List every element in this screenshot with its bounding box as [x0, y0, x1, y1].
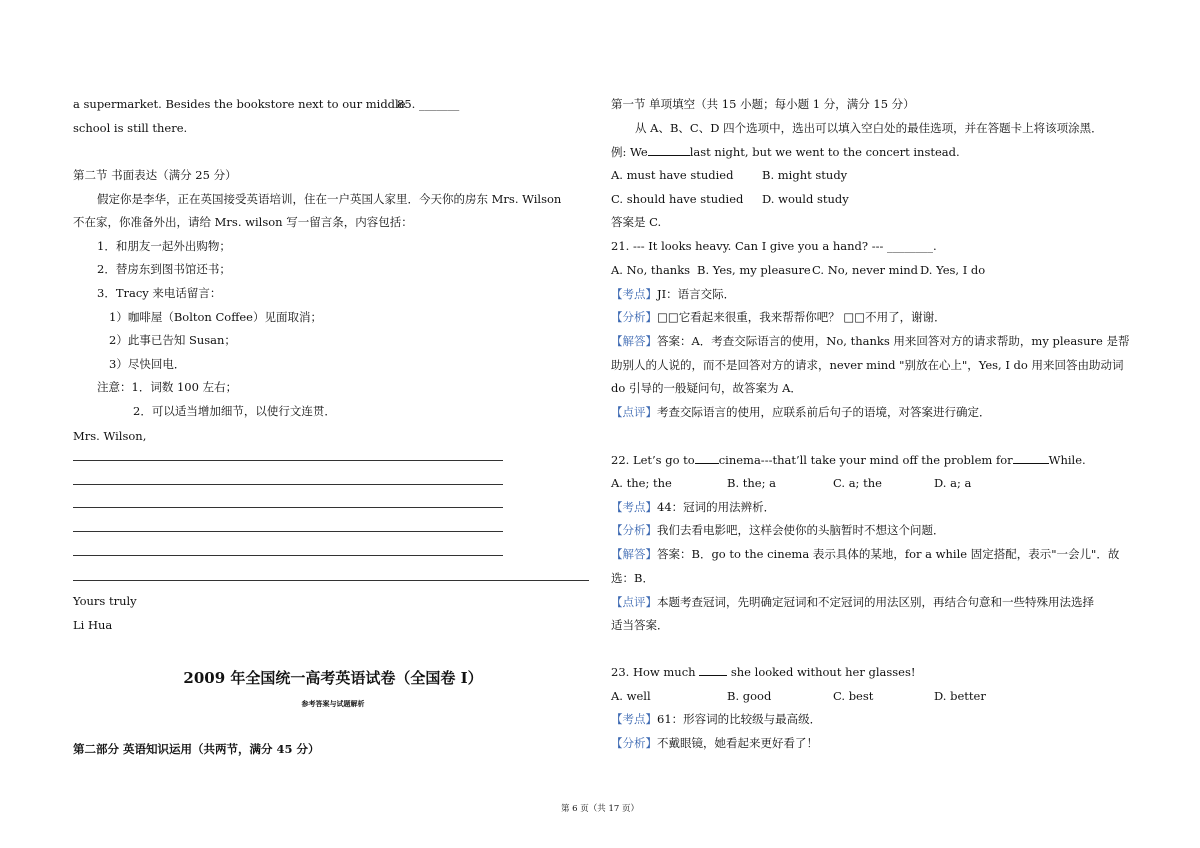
analysis-fenxi	[611, 522, 945, 538]
option-c: C. best	[833, 689, 874, 703]
option-b: B. the; a	[727, 476, 776, 490]
writing-prompt: 不在家，你准备外出，请给 Mrs. wilson 写一留言条，内容包括：	[73, 215, 413, 229]
exam-subtitle: 参考答案与试题解析	[301, 699, 365, 708]
analysis-dianping	[611, 404, 991, 420]
example-text: 例: We	[611, 145, 648, 159]
option-c: C. No, never mind	[812, 263, 919, 277]
jieda-text: 答案：A．考查交际语言的使用，No, thanks 用来回答对方的请求帮助，my pleasure 是帮	[657, 334, 1130, 348]
analysis-fenxi	[611, 735, 818, 751]
analysis-kaodian	[611, 499, 775, 515]
stem-text: 22. Let’s go to	[611, 453, 695, 467]
option-a: A. the; the	[611, 476, 672, 490]
jieda-text: 助别人的人说的，而不是回答对方的请求，never mind "别放在心上"，Yes, I do 用来回答由助动词	[611, 358, 1124, 372]
kaodian-text: 44：冠词的用法辨析．	[657, 500, 776, 514]
question-23-stem	[611, 664, 916, 680]
instruction-text: 从 A、B、C、D 四个选项中，选出可以填入空白处的最佳选项，并在答题卡上将该项涂黑．	[635, 121, 1103, 135]
fenxi-text: □□它看起来很重，我来帮帮你吧？ □□不用了，谢谢．	[657, 310, 946, 324]
writing-line	[73, 580, 589, 581]
letter-signature: Li Hua	[73, 618, 113, 632]
analysis-dianping	[611, 594, 1094, 610]
option-b: B. good	[727, 689, 772, 703]
question-85-blank: 85. _______	[397, 97, 460, 111]
option-d: D. Yes, I do	[920, 263, 986, 277]
fenxi-text: 不戴眼镜，她看起来更好看了！	[657, 736, 818, 750]
blank	[648, 144, 690, 156]
prompt-subitem: 3）尽快回电．	[109, 357, 186, 371]
option-d: D. better	[934, 689, 986, 703]
kaodian-text: 61：形容词的比较级与最高级．	[657, 712, 822, 726]
jieda-tag: 【解答】	[611, 547, 657, 561]
dianping-tag: 【点评】	[611, 595, 657, 609]
jieda-text: 答案：B．go to the cinema 表示具体的某地，for a while 固定搭配，表示"一会儿"．故	[657, 547, 1120, 561]
exam-title: 2009 年全国统一高考英语试卷（全国卷 I）	[183, 669, 483, 687]
stem-text: she looked without her glasses!	[730, 665, 916, 679]
option-d: D. a; a	[934, 476, 972, 490]
jieda-tag: 【解答】	[611, 334, 657, 348]
option-a: A. well	[611, 689, 651, 703]
part-heading: 第二部分 英语知识运用（共两节，满分 45 分）	[73, 742, 320, 756]
question-22-stem	[611, 452, 1086, 468]
fenxi-text: 我们去看电影吧，这样会使你的头脑暂时不想这个问题．	[657, 523, 945, 537]
kaodian-tag: 【考点】	[611, 712, 657, 726]
option-b: B. might study	[762, 168, 848, 182]
section-heading: 第一节 单项填空（共 15 小题；每小题 1 分，满分 15 分）	[611, 97, 915, 111]
kaodian-tag: 【考点】	[611, 287, 657, 301]
prompt-item: 3．Tracy 来电话留言：	[97, 286, 222, 300]
writing-line	[73, 531, 503, 532]
blank	[1013, 452, 1049, 464]
passage-text: a supermarket. Besides the bookstore next to our middle	[73, 97, 406, 111]
fenxi-tag: 【分析】	[611, 736, 657, 750]
analysis-jieda	[611, 333, 1129, 349]
option-d: D. would study	[762, 192, 849, 206]
writing-line	[73, 507, 503, 508]
writing-line	[73, 484, 503, 485]
dianping-text: 本题考查冠词，先明确定冠词和不定冠词的用法区别，再结合句意和一些特殊用法选择	[657, 595, 1094, 609]
kaodian-text: JI：语言交际．	[657, 287, 736, 301]
letter-salutation: Mrs. Wilson,	[73, 429, 147, 443]
letter-closing: Yours truly	[73, 594, 137, 608]
dianping-text: 适当答案．	[611, 618, 669, 632]
option-a: A. must have studied	[611, 168, 734, 182]
prompt-item: 1．和朋友一起外出购物；	[97, 239, 231, 253]
writing-line	[73, 555, 503, 556]
prompt-subitem: 1）咖啡屋（Bolton Coffee）见面取消；	[109, 310, 322, 324]
question-21-stem: 21. --- It looks heavy. Can I give you a hand? --- ________.	[611, 239, 937, 253]
example-text: last night, but we went to the concert instead.	[689, 145, 960, 159]
prompt-note: 注意：1．词数 100 左右；	[97, 380, 238, 394]
prompt-item: 2．替房东到图书馆还书；	[97, 262, 231, 276]
analysis-fenxi	[611, 309, 946, 325]
fenxi-tag: 【分析】	[611, 523, 657, 537]
dianping-text: 考查交际语言的使用，应联系前后句子的语境，对答案进行确定．	[657, 405, 991, 419]
prompt-subitem: 2）此事已告知 Susan；	[109, 333, 236, 347]
section-heading: 第二节 书面表达（满分 25 分）	[73, 168, 237, 182]
dianping-tag: 【点评】	[611, 405, 657, 419]
analysis-kaodian	[611, 711, 821, 727]
fenxi-tag: 【分析】	[611, 310, 657, 324]
writing-line	[73, 460, 503, 461]
jieda-text: 选：B．	[611, 571, 654, 585]
page-footer: 第 6 页（共 17 页）	[560, 804, 640, 814]
stem-text: 23. How much	[611, 665, 696, 679]
stem-text: While.	[1048, 453, 1086, 467]
option-a: A. No, thanks	[611, 263, 691, 277]
prompt-note: 2．可以适当增加细节，以使行文连贯．	[133, 404, 336, 418]
analysis-jieda	[611, 546, 1119, 562]
passage-text: school is still there.	[73, 121, 188, 135]
stem-text: cinema---that’ll take your mind off the problem for	[718, 453, 1013, 467]
option-c: C. should have studied	[611, 192, 744, 206]
blank	[699, 664, 727, 676]
example-answer: 答案是 C.	[611, 215, 662, 229]
option-b: B. Yes, my pleasure	[697, 263, 811, 277]
blank	[695, 452, 719, 464]
kaodian-tag: 【考点】	[611, 500, 657, 514]
example-sentence	[611, 144, 960, 160]
analysis-kaodian	[611, 286, 735, 302]
jieda-text: do 引导的一般疑问句，故答案为 A．	[611, 381, 802, 395]
option-c: C. a; the	[833, 476, 882, 490]
writing-prompt: 假定你是李华，正在英国接受英语培训，住在一户英国人家里．今天你的房东 Mrs. Wilson	[97, 192, 562, 206]
